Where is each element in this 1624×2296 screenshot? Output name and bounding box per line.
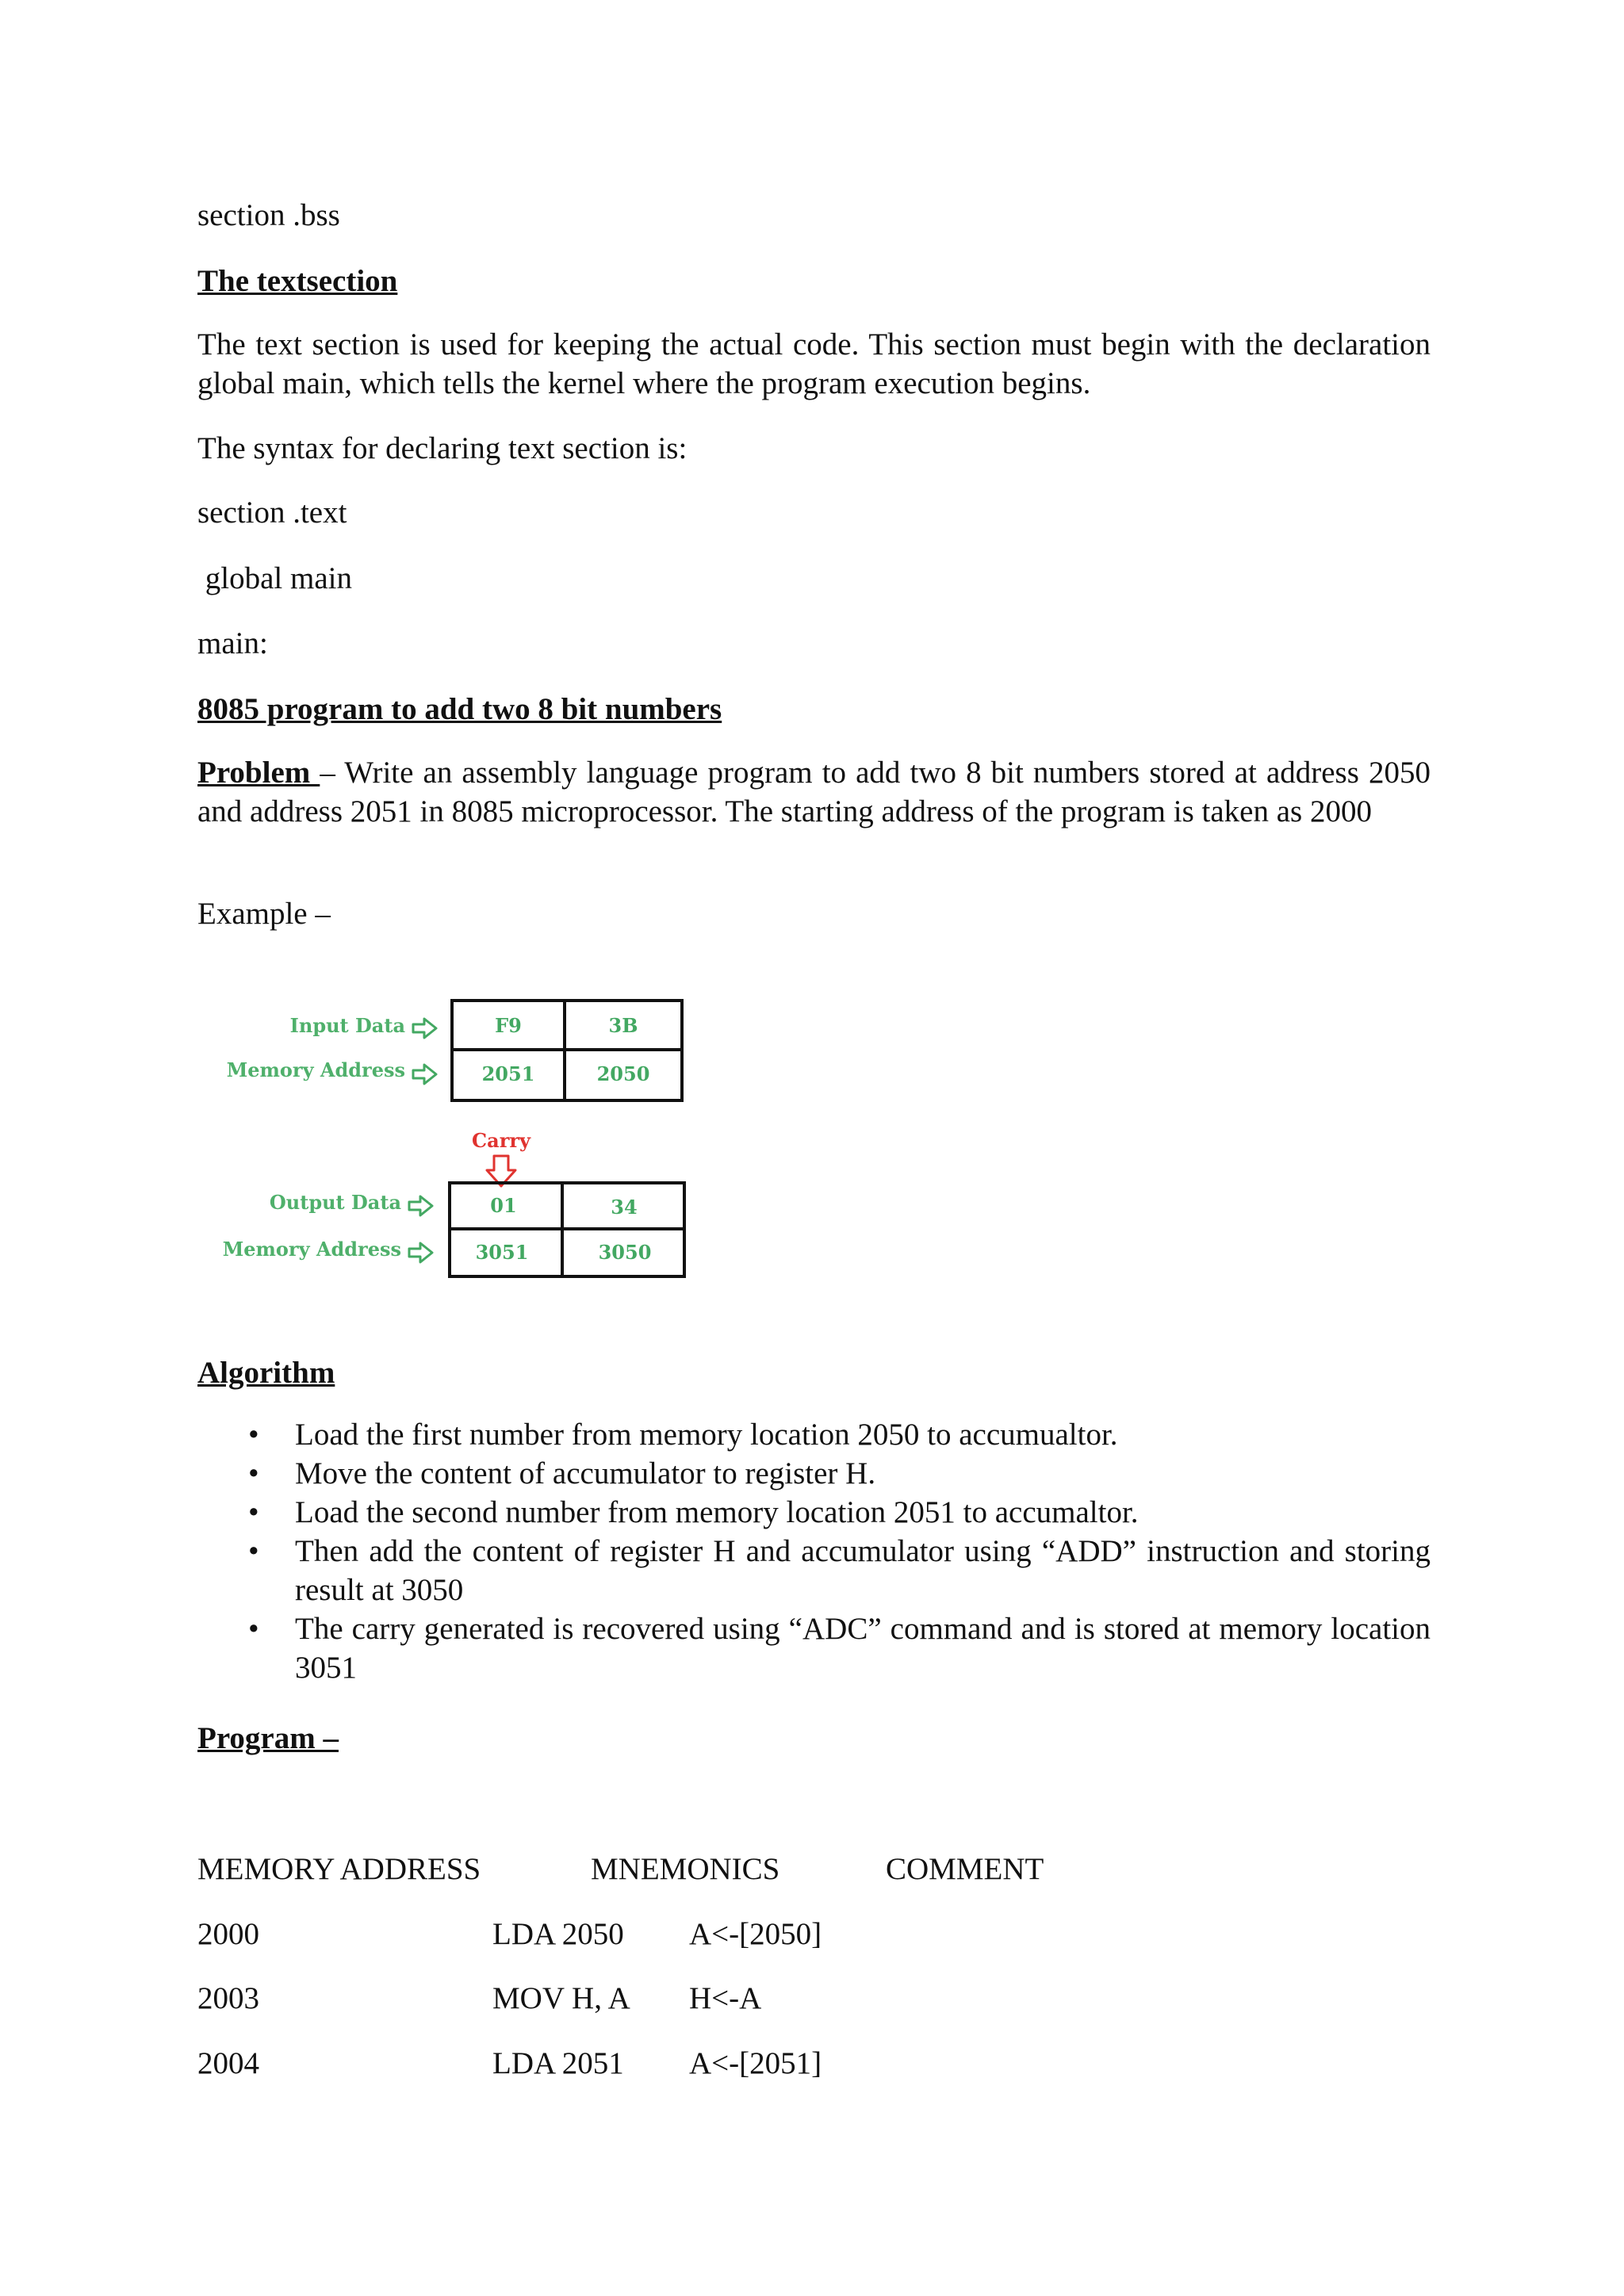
- table-row: [197, 2044, 1431, 2083]
- problem-text: – Write an assembly language program to add two 8 bit numbers stored at address 2050 and address 2051 in 8085 microprocessor. The starting address of the program is taken as 2000: [197, 756, 1431, 828]
- bullet: •: [248, 1418, 259, 1452]
- carry-label: Carry: [472, 1129, 530, 1152]
- list-item: [197, 1532, 1431, 1609]
- bullet: •: [248, 1456, 259, 1490]
- list-item: [197, 1493, 1431, 1532]
- list-item-text: Move the content of accumulator to register H.: [295, 1456, 876, 1490]
- mnemonic-cell: LDA 2050: [492, 1917, 624, 1951]
- mnemonic-cell: MOV H, A: [492, 1981, 630, 2015]
- heading-program: Program –: [197, 1721, 339, 1755]
- heading-program-title: 8085 program to add two 8 bit numbers: [197, 692, 722, 726]
- list-item: [197, 1415, 1431, 1454]
- input-cell-1: F9: [495, 1014, 522, 1037]
- problem-label: Problem: [197, 756, 320, 790]
- list-item-text: Load the second number from memory location 2051 to accumaltor.: [295, 1495, 1139, 1529]
- list-item: [197, 1454, 1431, 1493]
- list-item-text: Load the first number from memory location 2050 to accumualtor.: [295, 1418, 1118, 1452]
- list-item-text: The carry generated is recovered using “ADC” command and is stored at memory location 3051: [295, 1612, 1431, 1685]
- comment-cell: A<-[2050]: [689, 1917, 822, 1951]
- column-header-memory-address: MEMORY ADDRESS: [197, 1852, 481, 1886]
- address-cell-4: 3050: [598, 1241, 652, 1264]
- output-cell-1: 01: [490, 1194, 517, 1217]
- table-row: [197, 1915, 1431, 1954]
- line-global-main: global main: [197, 561, 352, 595]
- heading-algorithm: Algorithm: [197, 1356, 335, 1390]
- bullet: •: [248, 1612, 259, 1646]
- list-item: [197, 1609, 1431, 1687]
- output-cell-2: 34: [611, 1196, 638, 1219]
- memory-address-label-2: Memory Address: [222, 1238, 401, 1261]
- address-cell-1: 2051: [481, 1062, 535, 1085]
- address-cell: 2004: [197, 2046, 259, 2080]
- arrow-right-icon: [409, 1243, 432, 1262]
- memory-address-label-1: Memory Address: [226, 1058, 405, 1081]
- table-header-row: [197, 1850, 1431, 1888]
- paragraph-text-section: The text section is used for keeping the actual code. This section must begin with the declaration global main, which tells the kernel where the program execution begins.: [197, 327, 1431, 400]
- line-section-bss: section .bss: [197, 198, 340, 232]
- bullet: •: [248, 1495, 259, 1529]
- bullet: •: [248, 1534, 259, 1568]
- input-data-label: Input Data: [289, 1014, 405, 1037]
- table-row: [197, 1979, 1431, 2018]
- input-cell-2: 3B: [608, 1014, 638, 1037]
- comment-cell: A<-[2051]: [689, 2046, 822, 2080]
- address-cell: 2003: [197, 1981, 259, 2015]
- line-syntax: The syntax for declaring text section is:: [197, 431, 688, 465]
- output-data-label: Output Data: [269, 1191, 401, 1214]
- comment-cell: H<-A: [689, 1981, 762, 2015]
- line-section-text: section .text: [197, 496, 347, 530]
- column-header-mnemonics: MNEMONICS: [591, 1852, 780, 1886]
- arrow-right-icon: [413, 1019, 436, 1038]
- address-cell-3: 3051: [475, 1241, 529, 1264]
- address-cell-2: 2050: [596, 1062, 650, 1085]
- heading-text-section: The textsection: [197, 264, 398, 298]
- line-main: main:: [197, 626, 268, 660]
- algorithm-list: [197, 1415, 1431, 1687]
- example-figure: [222, 983, 714, 1292]
- paragraph-problem: [197, 753, 1431, 831]
- line-example: Example –: [197, 897, 331, 931]
- address-cell: 2000: [197, 1917, 259, 1951]
- mnemonic-cell: LDA 2051: [492, 2046, 624, 2080]
- arrow-right-icon: [409, 1196, 432, 1215]
- arrow-right-icon: [413, 1065, 436, 1084]
- list-item-text: Then add the content of register H and accumulator using “ADD” instruction and storing result at 3050: [295, 1534, 1431, 1607]
- column-header-comment: COMMENT: [886, 1852, 1044, 1886]
